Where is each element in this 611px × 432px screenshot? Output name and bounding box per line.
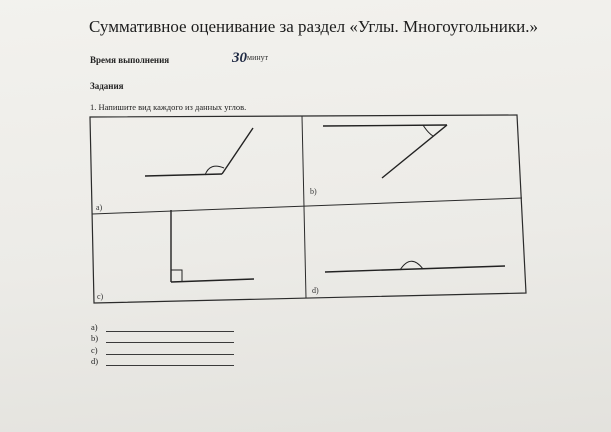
- tasks-heading: Задания: [90, 81, 124, 91]
- answer-row-d[interactable]: [91, 355, 234, 367]
- answer-label-c: c): [91, 344, 98, 355]
- answer-label-b: b): [91, 333, 99, 343]
- time-value: 30: [232, 50, 247, 66]
- figure-frame: [90, 115, 526, 303]
- answer-blank-b[interactable]: [106, 335, 234, 343]
- answer-row-c[interactable]: [91, 343, 234, 355]
- worksheet-title: Суммативное оценивание за раздел «Углы. Многоугольники.»: [89, 17, 538, 36]
- time-unit: минут: [247, 53, 269, 62]
- angle-c-drawing: [171, 210, 254, 282]
- angle-d-drawing: [325, 261, 505, 272]
- angle-a-drawing: [145, 128, 253, 176]
- time-label: Время выполнения: [90, 55, 170, 65]
- cell-d-label: d): [312, 286, 319, 295]
- answer-blank-a[interactable]: [106, 324, 234, 332]
- answer-label-d: d): [91, 356, 99, 366]
- angle-b-drawing: [323, 125, 447, 178]
- answer-list: [91, 320, 234, 366]
- answer-label-a: a): [91, 321, 98, 332]
- answer-blank-d[interactable]: [106, 358, 234, 366]
- answer-row-b[interactable]: [91, 332, 234, 344]
- figure-vertical-divider: [302, 116, 306, 298]
- cell-c-label: c): [97, 292, 104, 301]
- answer-row-a[interactable]: [91, 320, 234, 332]
- figure-horizontal-divider: [92, 198, 522, 214]
- cell-a-label: a): [96, 203, 103, 212]
- answer-blank-c[interactable]: [106, 347, 234, 355]
- cell-b-label: b): [310, 187, 317, 196]
- task-1-text: 1. Напишите вид каждого из данных углов.: [90, 102, 247, 112]
